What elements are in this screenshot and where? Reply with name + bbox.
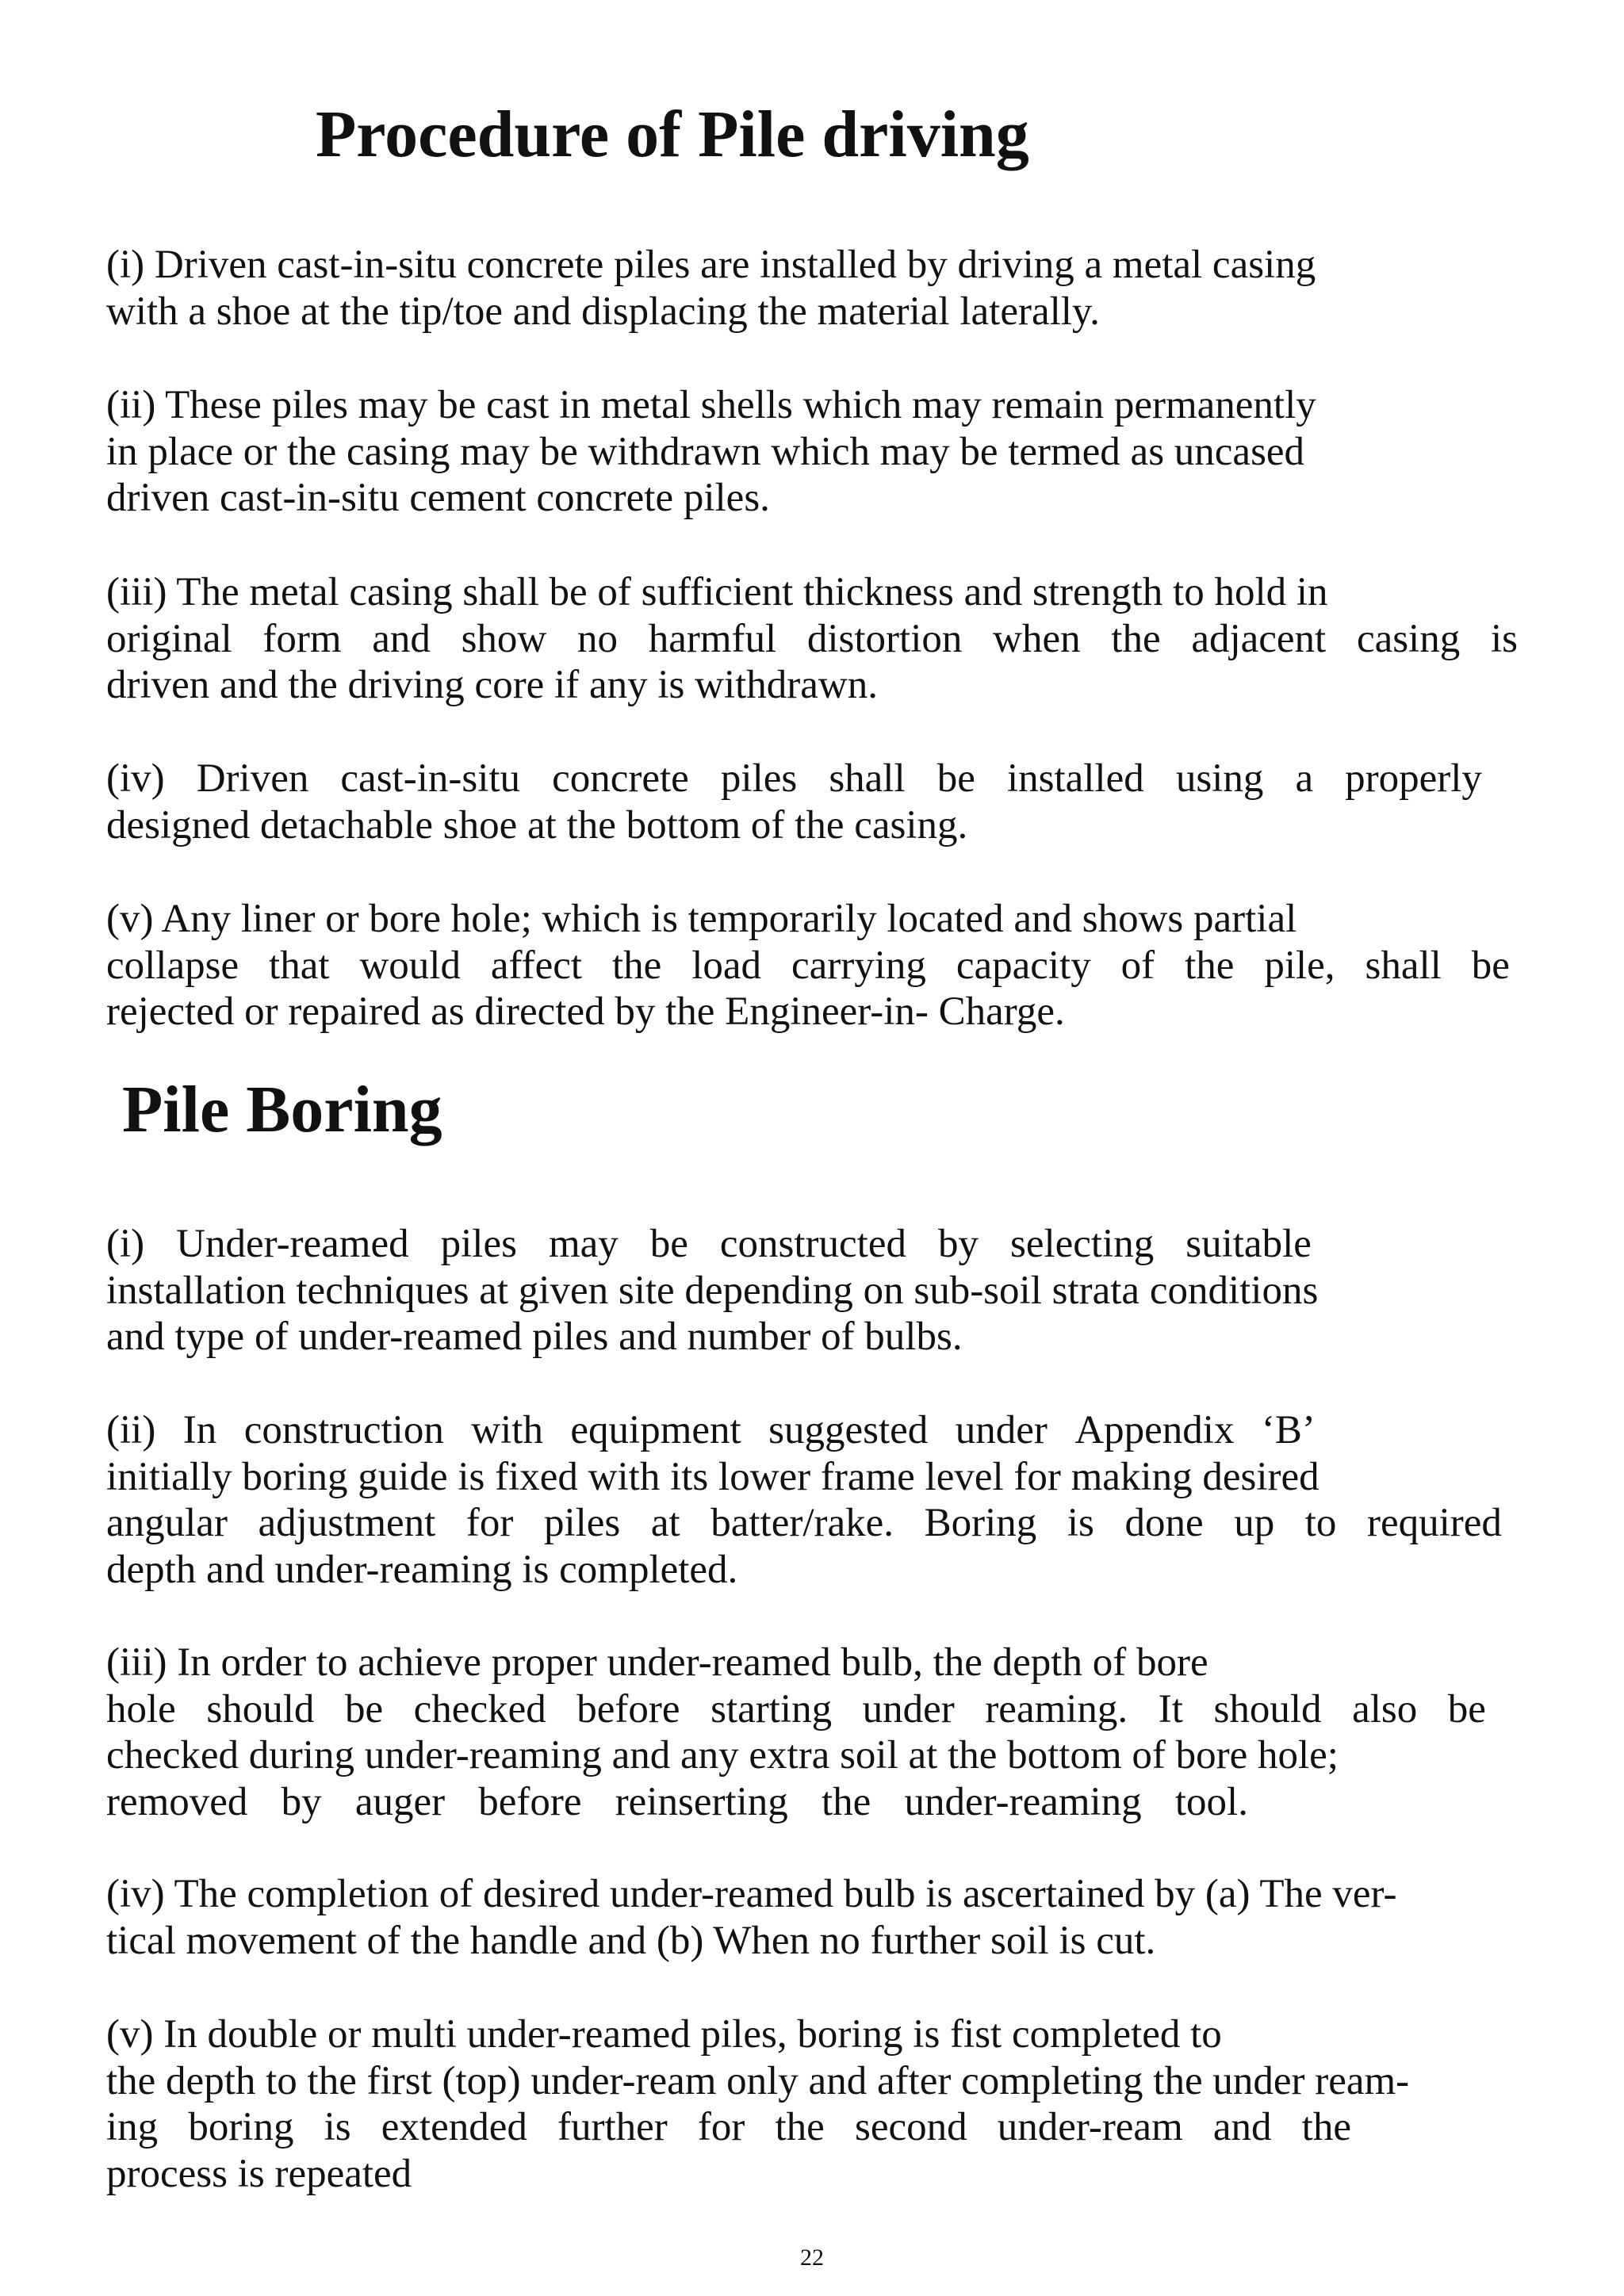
word: shall bbox=[1365, 943, 1442, 988]
word: Driven bbox=[196, 756, 309, 801]
word: to bbox=[1304, 1501, 1337, 1545]
word: ‘B’ bbox=[1261, 1408, 1316, 1452]
word: that bbox=[269, 943, 330, 988]
paragraph-pile-driving-5 bbox=[106, 896, 1510, 1035]
paragraph-line: tical movement of the handle and (b) When no further soil is cut. bbox=[106, 1918, 1156, 1963]
paragraph-line: the depth to the first (top) under-ream only and after completing the under ream- bbox=[106, 2058, 1410, 2103]
word: before bbox=[576, 1686, 680, 1732]
word: second bbox=[854, 2105, 967, 2149]
paragraph-line bbox=[106, 1407, 1316, 1454]
word: constructed bbox=[719, 1222, 906, 1266]
word: the bbox=[1111, 616, 1161, 661]
word: selecting bbox=[1009, 1222, 1155, 1266]
word: reaming. bbox=[985, 1686, 1128, 1732]
paragraph-line: process is repeated bbox=[106, 2151, 412, 2196]
word: of bbox=[1120, 943, 1155, 988]
word: Boring bbox=[924, 1501, 1037, 1545]
paragraph-line: and type of under-reamed piles and number of bulbs. bbox=[106, 1314, 963, 1359]
paragraph-line: (iii) The metal casing shall be of sufficient thickness and strength to hold in bbox=[106, 570, 1328, 614]
word: (i) bbox=[106, 1222, 145, 1266]
paragraph-line bbox=[106, 1686, 1486, 1733]
word: under-ream bbox=[997, 2105, 1183, 2149]
word: boring bbox=[188, 2105, 294, 2149]
paragraph-line: installation techniques at given site depending on sub-soil strata conditions bbox=[106, 1268, 1319, 1313]
word: be bbox=[936, 756, 975, 801]
word: casing bbox=[1356, 616, 1461, 661]
paragraph-pile-driving-1 bbox=[106, 242, 1423, 335]
word: be bbox=[649, 1222, 688, 1266]
word: the bbox=[775, 2105, 825, 2149]
word: angular bbox=[106, 1501, 228, 1545]
word: (ii) bbox=[106, 1408, 156, 1452]
word: starting bbox=[710, 1686, 833, 1732]
paragraph-line: checked during under-reaming and any extra soil at the bottom of bore hole; bbox=[106, 1733, 1339, 1777]
word: batter/rake. bbox=[710, 1501, 894, 1545]
paragraph-line bbox=[106, 616, 1518, 663]
word: piles bbox=[543, 1501, 621, 1545]
word: be bbox=[1471, 943, 1510, 988]
word: affect bbox=[490, 943, 583, 988]
word: collapse bbox=[106, 943, 239, 988]
word: for bbox=[465, 1501, 514, 1545]
page-number: 22 bbox=[800, 2244, 824, 2271]
paragraph-line: driven and the driving core if any is withdrawn. bbox=[106, 663, 878, 707]
word: further bbox=[557, 2105, 668, 2149]
paragraph-pile-driving-3 bbox=[106, 569, 1518, 709]
paragraph-line bbox=[106, 1500, 1502, 1547]
word: be bbox=[1447, 1686, 1486, 1732]
word: required bbox=[1367, 1501, 1502, 1545]
word: shall bbox=[829, 756, 906, 801]
word: is bbox=[1490, 616, 1518, 661]
paragraph-line bbox=[106, 943, 1510, 989]
paragraph-line: (iv) The completion of desired under-reamed bulb is ascertained by (a) The ver- bbox=[106, 1872, 1397, 1916]
word: should bbox=[1213, 1686, 1322, 1732]
word: a bbox=[1295, 756, 1314, 801]
word: the bbox=[611, 943, 662, 988]
word: the bbox=[1301, 2105, 1351, 2149]
word: would bbox=[359, 943, 461, 988]
word: construction bbox=[243, 1408, 444, 1452]
word: form bbox=[262, 616, 342, 661]
word: removed bbox=[106, 1779, 248, 1824]
word: (iv) bbox=[106, 756, 165, 801]
word: capacity bbox=[956, 943, 1091, 988]
paragraph-line: designed detachable shoe at the bottom of the casing. bbox=[106, 802, 968, 848]
word: Appendix bbox=[1074, 1408, 1235, 1452]
word: the bbox=[822, 1779, 871, 1824]
word: and bbox=[372, 616, 431, 661]
word: concrete bbox=[552, 756, 689, 801]
paragraph-line: (iii) In order to achieve proper under-reamed bulb, the depth of bore bbox=[106, 1640, 1208, 1685]
paragraph-line: rejected or repaired as directed by the Engineer-in- Charge. bbox=[106, 989, 1065, 1034]
paragraph-line bbox=[106, 1779, 1248, 1826]
paragraph-pile-boring-3 bbox=[106, 1640, 1486, 1825]
word: piles bbox=[440, 1222, 517, 1266]
word: It bbox=[1158, 1686, 1183, 1732]
paragraph-pile-boring-4 bbox=[106, 1871, 1526, 1964]
paragraph-pile-driving-2 bbox=[106, 382, 1423, 522]
word: extended bbox=[381, 2105, 527, 2149]
word: equipment bbox=[570, 1408, 741, 1452]
word: cast-in-situ bbox=[340, 756, 521, 801]
word: up bbox=[1234, 1501, 1275, 1545]
paragraph-line: depth and under-reaming is completed. bbox=[106, 1547, 738, 1592]
word: and bbox=[1212, 2105, 1272, 2149]
paragraph-pile-driving-4 bbox=[106, 756, 1482, 848]
paragraph-line: with a shoe at the tip/toe and displacing the material laterally. bbox=[106, 289, 1100, 334]
word: harmful bbox=[648, 616, 777, 661]
word: pile, bbox=[1264, 943, 1335, 988]
word: Under-reamed bbox=[176, 1222, 409, 1266]
word: for bbox=[697, 2105, 745, 2149]
word: under bbox=[862, 1686, 955, 1732]
word: before bbox=[478, 1779, 582, 1824]
word: also bbox=[1352, 1686, 1418, 1732]
paragraph-line: in place or the casing may be withdrawn which may be termed as uncased bbox=[106, 429, 1305, 474]
word: by bbox=[937, 1222, 979, 1266]
word: is bbox=[1067, 1501, 1094, 1545]
word: should bbox=[206, 1686, 315, 1732]
word: by bbox=[281, 1779, 322, 1824]
paragraph-line bbox=[106, 2104, 1351, 2151]
paragraph-pile-boring-2 bbox=[106, 1407, 1502, 1593]
word: piles bbox=[720, 756, 798, 801]
word: adjustment bbox=[258, 1501, 436, 1545]
word: tool. bbox=[1174, 1779, 1248, 1824]
word: suitable bbox=[1185, 1222, 1312, 1266]
word: suggested bbox=[768, 1408, 929, 1452]
word: the bbox=[1185, 943, 1235, 988]
paragraph-line: (v) Any liner or bore hole; which is temporarily located and shows partial bbox=[106, 897, 1297, 941]
word: reinserting bbox=[615, 1779, 788, 1824]
word: using bbox=[1175, 756, 1264, 801]
word: carrying bbox=[791, 943, 926, 988]
section-heading-pile-boring: Pile Boring bbox=[122, 1073, 442, 1146]
word: at bbox=[650, 1501, 680, 1545]
word: In bbox=[182, 1408, 217, 1452]
word: original bbox=[106, 616, 232, 661]
paragraph-line bbox=[106, 756, 1482, 802]
paragraph-line: initially boring guide is fixed with its lower frame level for making desired bbox=[106, 1454, 1320, 1499]
paragraph-pile-boring-1 bbox=[106, 1221, 1319, 1360]
paragraph-line: (i) Driven cast-in-situ concrete piles are installed by driving a metal casing bbox=[106, 243, 1316, 287]
word: is bbox=[324, 2105, 351, 2149]
word: load bbox=[691, 943, 762, 988]
word: may bbox=[548, 1222, 619, 1266]
word: show bbox=[461, 616, 547, 661]
paragraph-line: driven cast-in-situ cement concrete piles. bbox=[106, 476, 770, 520]
word: adjacent bbox=[1191, 616, 1327, 661]
page-title: Procedure of Pile driving bbox=[316, 98, 1029, 171]
word: checked bbox=[413, 1686, 546, 1732]
word: under-reaming bbox=[904, 1779, 1142, 1824]
word: ing bbox=[106, 2105, 159, 2149]
paragraph-pile-boring-5 bbox=[106, 2011, 1526, 2197]
word: with bbox=[471, 1408, 543, 1452]
word: distortion bbox=[806, 616, 963, 661]
word: no bbox=[576, 616, 618, 661]
paragraph-line bbox=[106, 1221, 1312, 1268]
word: when bbox=[993, 616, 1081, 661]
word: hole bbox=[106, 1686, 176, 1732]
word: properly bbox=[1345, 756, 1482, 801]
word: auger bbox=[354, 1779, 446, 1824]
word: installed bbox=[1006, 756, 1144, 801]
paragraph-line: (ii) These piles may be cast in metal shells which may remain permanently bbox=[106, 383, 1316, 427]
word: done bbox=[1124, 1501, 1204, 1545]
word: be bbox=[344, 1686, 384, 1732]
word: under bbox=[955, 1408, 1048, 1452]
paragraph-line: (v) In double or multi under-reamed piles, boring is fist completed to bbox=[106, 2012, 1222, 2057]
